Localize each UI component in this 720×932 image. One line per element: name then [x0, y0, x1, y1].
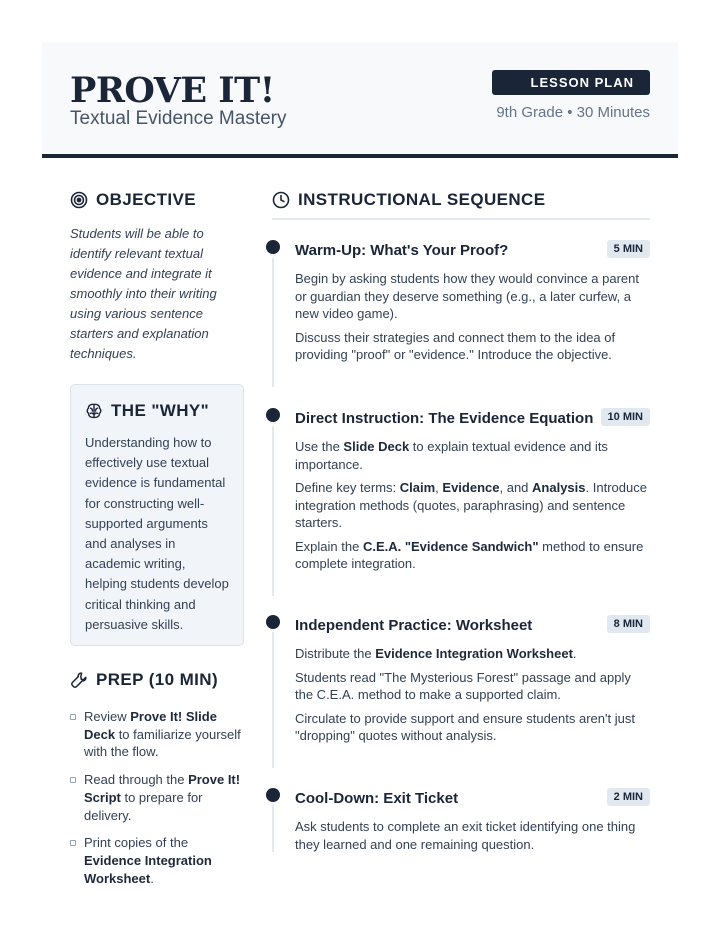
text-run: Discuss their strategies and connect them to the idea of providing "proof" or "evidence." Introduce the objective. [295, 329, 616, 362]
timeline-connector [272, 632, 274, 768]
text-run: to explain textual evidence and its importance. [295, 439, 608, 472]
text-run: . Introduce integration methods (quotes, paraphrasing) and sentence starters. [295, 480, 647, 530]
prep-heading [70, 670, 248, 690]
text-run: Students read "The Mysterious Forest" passage and apply the C.E.A. method to make a supported claim. [295, 669, 631, 702]
clock-icon [272, 191, 290, 209]
step-duration-badge: 8 MIN [607, 615, 650, 633]
text-run: Use the [295, 439, 344, 454]
emphasis-text: Analysis [532, 480, 586, 495]
objective-heading-label: OBJECTIVE [96, 190, 196, 209]
prep-heading-label: PREP (10 MIN) [96, 670, 219, 689]
emphasis-text: Prove It! Slide Deck [84, 709, 217, 742]
text-run: to familiarize yourself with the flow. [84, 726, 241, 760]
left-column [70, 190, 246, 886]
text-run: , [435, 480, 443, 495]
text-run: Begin by asking students how they would convince a parent or guardian they deserve something (e.g., a later curfew, a new video game). [295, 271, 639, 321]
wrench-icon [70, 671, 88, 689]
prep-item [70, 708, 248, 761]
text-run: Explain the [295, 538, 363, 554]
step-body [295, 438, 650, 579]
step-paragraph [295, 818, 650, 853]
target-icon [70, 191, 88, 209]
lesson-header [42, 42, 678, 158]
emphasis-text: Evidence [442, 480, 500, 495]
text-run: . [572, 646, 577, 661]
text-run: Circulate to provide support and ensure students aren't just "dropping" quotes without analysis. [295, 710, 635, 743]
emphasis-text: Prove It! Script [84, 772, 241, 805]
prep-list [70, 708, 248, 887]
step-paragraph [295, 710, 650, 745]
prep-section [70, 670, 248, 897]
text-run: . [150, 870, 154, 886]
why-heading-label: THE "WHY" [111, 401, 210, 420]
emphasis-text: Slide Deck [343, 439, 410, 454]
text-run: Distribute the [295, 646, 376, 661]
step-paragraph [295, 669, 650, 704]
step-body [295, 270, 650, 370]
prep-item [70, 771, 248, 824]
step-paragraph [295, 438, 650, 473]
page-subtitle: Textual Evidence Mastery [70, 108, 287, 129]
step-title: Cool-Down: Exit Ticket [295, 790, 459, 807]
step-title: Independent Practice: Worksheet [295, 617, 533, 634]
emphasis-text: Claim [399, 480, 436, 495]
brain-icon [85, 402, 103, 420]
objective-heading [70, 190, 246, 210]
step-body [295, 645, 650, 751]
step-paragraph [295, 645, 650, 663]
checkbox-bullet-icon [70, 840, 76, 846]
lesson-plan-badge: LESSON PLAN [492, 70, 650, 95]
text-run: Ask students to complete an exit ticket identifying one thing they learned and one remaining question. [295, 819, 636, 852]
text-run: Print copies of the [84, 835, 189, 851]
step-title: Direct Instruction: The Evidence Equation [295, 410, 594, 427]
why-box [70, 384, 244, 646]
step-paragraph [295, 270, 650, 323]
step-duration-badge: 10 MIN [601, 408, 650, 426]
step-title: Warm-Up: What's Your Proof? [295, 242, 509, 259]
sequence-divider [272, 218, 650, 220]
timeline-connector [272, 426, 274, 596]
step-paragraph [295, 538, 650, 573]
instructional-sequence [272, 190, 650, 852]
text-run: Read through the [84, 772, 189, 788]
step-paragraph [295, 479, 650, 532]
objective-text: Students will be able to identify relevant textual evidence and integrate it smoothly into their writing using various sentence starters and explanation techniques. [70, 226, 217, 361]
timeline-connector [272, 805, 274, 852]
checkbox-bullet-icon [70, 777, 76, 783]
text-run: Review [84, 709, 131, 724]
grade-duration-meta: 9th Grade • 30 Minutes [496, 104, 650, 121]
sequence-heading [272, 190, 650, 210]
text-run: , and [499, 480, 533, 495]
timeline-connector [272, 258, 274, 387]
emphasis-text: Evidence Integration Worksheet [375, 646, 573, 661]
timeline-dot-icon [266, 788, 280, 802]
text-run: method to ensure complete integration. [295, 538, 644, 571]
prep-item [70, 834, 248, 887]
text-run: Define key terms: [295, 480, 400, 495]
step-duration-badge: 2 MIN [607, 788, 650, 806]
page-title: PROVE IT! [70, 70, 275, 111]
step-body [295, 818, 650, 859]
why-text: Understanding how to effectively use textual evidence is fundamental for constructing well-supported arguments and analyses in academic writing, helping students develop critical thinking and persuasive skills. [85, 435, 229, 632]
timeline-dot-icon [266, 615, 280, 629]
emphasis-text: C.E.A. "Evidence Sandwich" [362, 538, 539, 554]
timeline-dot-icon [266, 408, 280, 422]
step-paragraph [295, 329, 650, 364]
step-duration-badge: 5 MIN [607, 240, 650, 258]
timeline-dot-icon [266, 240, 280, 254]
why-heading [85, 401, 229, 421]
text-run: to prepare for delivery. [84, 789, 203, 823]
checkbox-bullet-icon [70, 714, 76, 720]
emphasis-text: Evidence Integration Worksheet [84, 852, 212, 886]
sequence-heading-label: INSTRUCTIONAL SEQUENCE [298, 190, 546, 209]
